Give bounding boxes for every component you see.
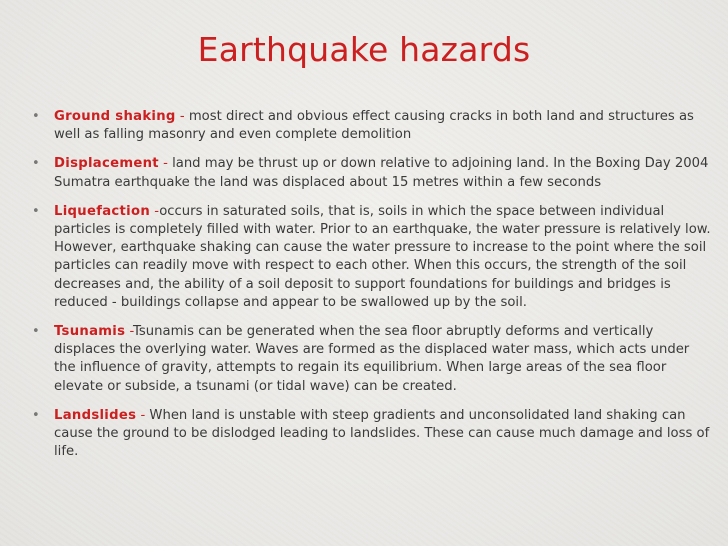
bullet-ground-shaking bbox=[32, 108, 712, 144]
bullet-tsunamis bbox=[32, 323, 712, 396]
bullet-term: Ground shaking bbox=[54, 109, 176, 124]
bullet-term: Tsunamis bbox=[54, 324, 126, 340]
bullet-text: most direct and obvious effect causing cracks in both land and structures as well as falling masonry and even complete demolition bbox=[54, 109, 694, 143]
bullet-term: Liquefaction bbox=[54, 203, 151, 219]
bullet-text: Tsunamis can be generated when the sea floor abruptly deforms and vertically displaces the overlying water. Waves are formed as the displaced water mass, which acts under the influence of gravity, attempts to regain its equilibrium. When large areas of the sea floor elevate or subside, a tsunami (or tidal wave) can be created. bbox=[54, 324, 690, 394]
bullet-separator: - bbox=[125, 324, 134, 340]
bullet-list bbox=[32, 108, 712, 472]
bullet-separator: - bbox=[150, 203, 160, 219]
bullet-separator: - bbox=[175, 109, 189, 124]
bullet-term: Landslides bbox=[54, 407, 137, 423]
bullet-icon: • bbox=[32, 156, 40, 172]
bullet-icon: • bbox=[32, 407, 40, 423]
bullet-text: land may be thrust up or down relative to adjoining land. In the Boxing Day 2004 Sumatra earthquake the land was displaced about 15 metres within a few seconds bbox=[54, 156, 709, 190]
bullet-icon: • bbox=[32, 203, 40, 219]
bullet-text: occurs in saturated soils, that is, soils in which the space between individual particles is completely filled with water. Prior to an earthquake, the water pressure is relatively low. However, earthquake shaking can cause the water pressure to increase to the point where the soil particles can readily move with respect to each other. When this occurs, the strength of the soil decreases and, the ability of a soil deposit to support foundations for buildings and bridges is reduced - buildings collapse and appear to be swallowed up by the soil. bbox=[54, 203, 711, 310]
bullet-separator: - bbox=[136, 407, 150, 423]
bullet-icon: • bbox=[32, 109, 40, 124]
bullet-landslides bbox=[32, 407, 712, 462]
bullet-icon: • bbox=[32, 324, 40, 340]
bullet-displacement bbox=[32, 155, 712, 191]
slide-title: Earthquake hazards bbox=[197, 30, 531, 69]
bullet-text: When land is unstable with steep gradients and unconsolidated land shaking can cause the ground to be dislodged leading to landslides. These can cause much damage and loss of life. bbox=[54, 407, 710, 460]
bullet-liquefaction bbox=[32, 203, 712, 312]
bullet-term: Displacement bbox=[54, 156, 159, 172]
bullet-separator: - bbox=[158, 156, 173, 172]
